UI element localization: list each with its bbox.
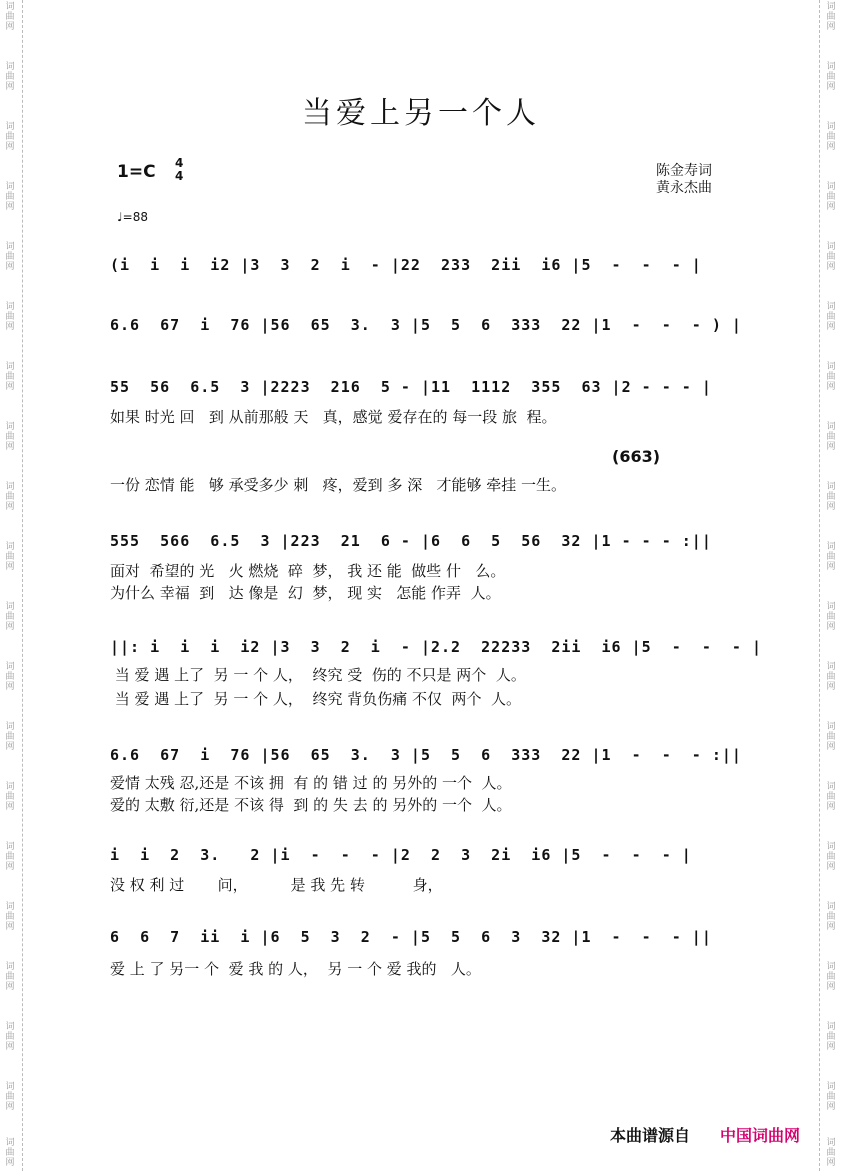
watermark-text: 词曲网: [826, 1138, 836, 1168]
time-signature-bottom: 4: [175, 169, 184, 183]
notation-line: i i 2 3. 2 |i - - - |2 2 3 2i i6 |5 - - - |: [110, 846, 692, 864]
watermark-text: 词曲网: [5, 1082, 15, 1112]
lyric-line: 为什么 幸福 到 达 像是 幻 梦， 现 实 怎能 作弄 人。: [110, 584, 501, 602]
watermark-text: 词曲网: [5, 482, 15, 512]
alt-notation: (663): [612, 447, 661, 466]
notation-line: 6.6 67 i 76 |56 65 3. 3 |5 5 6 333 22 |1 - - - :||: [110, 746, 742, 764]
footer-source-label: 本曲谱源自: [610, 1126, 691, 1145]
lyric-line: 没 权 利 过 问， 是 我 先 转 身，: [110, 876, 443, 894]
tempo-marking: ♩=88: [117, 210, 148, 224]
watermark-text: 词曲网: [5, 1022, 15, 1052]
watermark-text: 词曲网: [826, 962, 836, 992]
song-title: 当爱上另一个人: [302, 96, 540, 131]
watermark-text: 词曲网: [5, 722, 15, 752]
lyric-line: 如果 时光 回 到 从前那般 天 真，感觉 爱存在的 每一段 旅 程。: [110, 408, 557, 426]
right-watermark-strip: [819, 0, 842, 1171]
left-watermark-strip: [0, 0, 23, 1171]
watermark-text: 词曲网: [826, 542, 836, 572]
time-signature: [175, 157, 183, 183]
lyric-line: 爱 上 了 另一 个 爱 我 的 人， 另 一 个 爱 我的 人。: [110, 960, 481, 978]
watermark-text: 词曲网: [5, 1138, 15, 1168]
watermark-text: 词曲网: [5, 842, 15, 872]
notation-line: 55 56 6.5 3 |2223 216 5 - |11 1112 355 63 |2 - - - |: [110, 378, 712, 396]
lyric-line: 爱情 太残 忍,还是 不该 拥 有 的 错 过 的 另外的 一个 人。: [110, 774, 512, 792]
watermark-text: 词曲网: [5, 182, 15, 212]
time-signature-top: 4: [175, 156, 184, 170]
watermark-text: 词曲网: [5, 62, 15, 92]
lyric-line: 当 爱 遇 上了 另 一 个 人， 终究 背负伤痛 不仅 两个 人。: [110, 690, 522, 708]
watermark-text: 词曲网: [826, 122, 836, 152]
watermark-text: 词曲网: [826, 2, 836, 32]
watermark-text: 词曲网: [5, 542, 15, 572]
watermark-text: 词曲网: [826, 302, 836, 332]
notation-line: 6.6 67 i 76 |56 65 3. 3 |5 5 6 333 22 |1 - - - ) |: [110, 316, 742, 334]
watermark-text: 词曲网: [826, 902, 836, 932]
notation-line: 6 6 7 ii i |6 5 3 2 - |5 5 6 3 32 |1 - - - ||: [110, 928, 712, 946]
watermark-text: 词曲网: [5, 902, 15, 932]
composer: 黄永杰曲: [656, 180, 712, 196]
watermark-text: 词曲网: [5, 662, 15, 692]
lyric-line: 面对 希望的 光 火 燃烧 碎 梦， 我 还 能 做些 什 么。: [110, 562, 506, 580]
footer-site-link[interactable]: 中国词曲网: [720, 1126, 801, 1145]
lyric-line: 当 爱 遇 上了 另 一 个 人， 终究 受 伤的 不只是 两个 人。: [110, 666, 526, 684]
lyric-line: 爱的 太敷 衍,还是 不该 得 到 的 失 去 的 另外的 一个 人。: [110, 796, 512, 814]
watermark-text: 词曲网: [826, 1082, 836, 1112]
watermark-text: 词曲网: [5, 242, 15, 272]
watermark-text: 词曲网: [5, 962, 15, 992]
lyricist: 陈金寿词: [656, 163, 712, 179]
watermark-text: 词曲网: [826, 422, 836, 452]
credits: [656, 163, 712, 197]
watermark-text: 词曲网: [5, 362, 15, 392]
watermark-text: 词曲网: [5, 422, 15, 452]
watermark-text: 词曲网: [826, 782, 836, 812]
watermark-text: 词曲网: [826, 362, 836, 392]
watermark-text: 词曲网: [5, 302, 15, 332]
notation-line: ||: i i i i2 |3 3 2 i - |2.2 22233 2ii i6 |5 - - - |: [110, 638, 762, 656]
lyric-line: 一份 恋情 能 够 承受多少 刺 疼，爱到 多 深 才能够 牵挂 一生。: [110, 476, 567, 494]
watermark-text: 词曲网: [5, 2, 15, 32]
notation-line: 555 566 6.5 3 |223 21 6 - |6 6 5 56 32 |1 - - - :||: [110, 532, 712, 550]
watermark-text: 词曲网: [5, 782, 15, 812]
watermark-text: 词曲网: [826, 662, 836, 692]
key-signature: 1=C: [117, 162, 156, 182]
watermark-text: 词曲网: [826, 182, 836, 212]
watermark-text: 词曲网: [826, 842, 836, 872]
watermark-text: 词曲网: [826, 62, 836, 92]
watermark-text: 词曲网: [5, 122, 15, 152]
watermark-text: 词曲网: [5, 602, 15, 632]
watermark-text: 词曲网: [826, 242, 836, 272]
watermark-text: 词曲网: [826, 482, 836, 512]
watermark-text: 词曲网: [826, 602, 836, 632]
watermark-text: 词曲网: [826, 1022, 836, 1052]
watermark-text: 词曲网: [826, 722, 836, 752]
notation-line: (i i i i2 |3 3 2 i - |22 233 2ii i6 |5 - - - |: [110, 256, 702, 274]
